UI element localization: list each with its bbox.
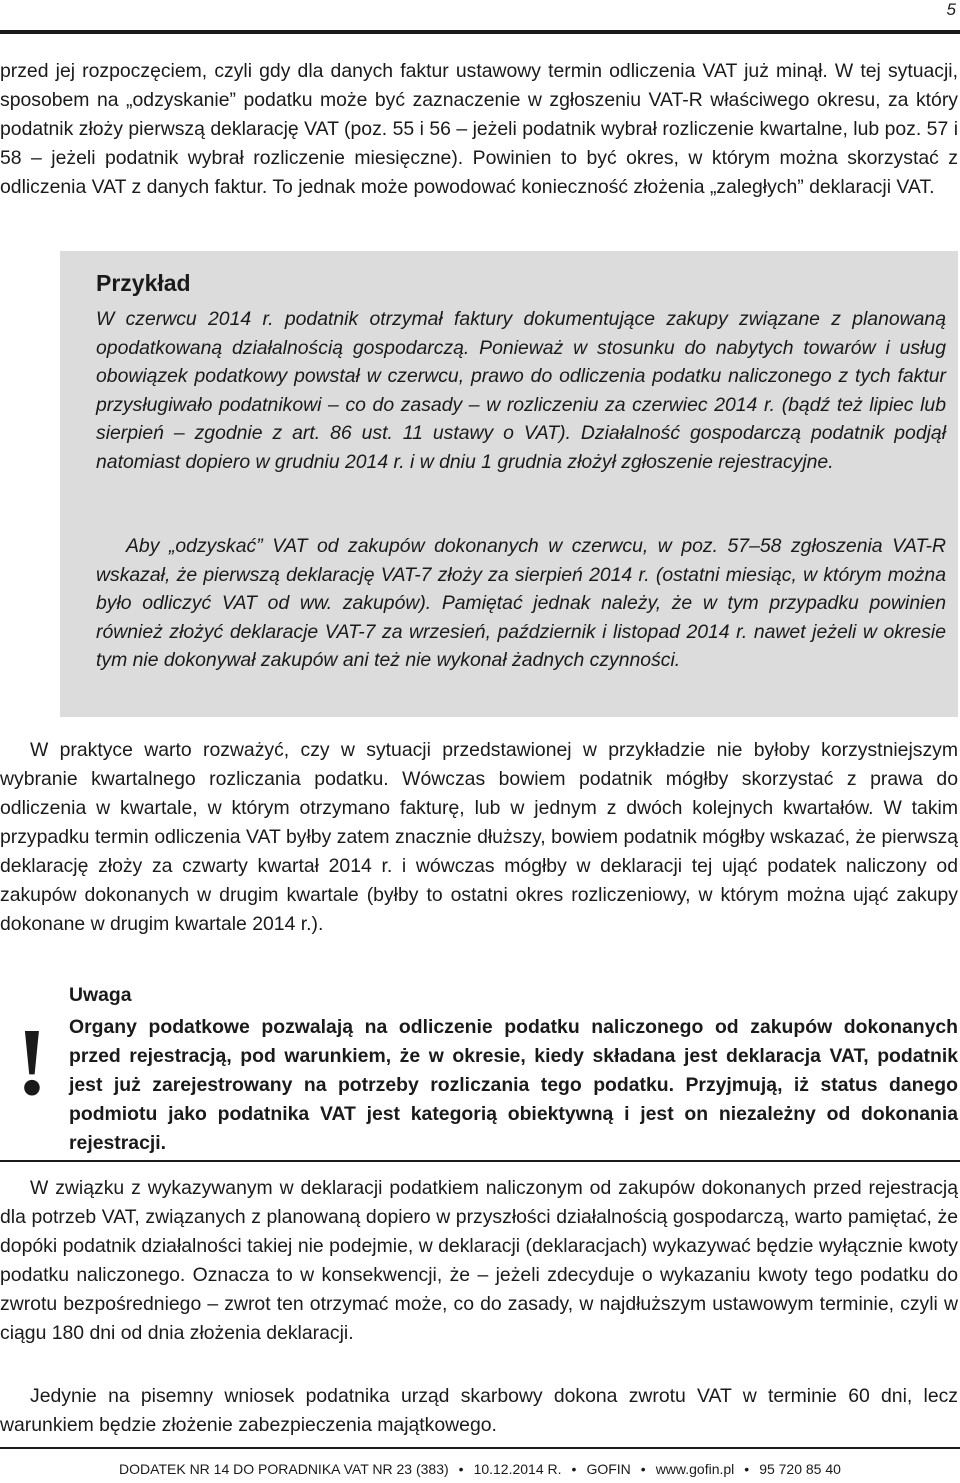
example-title: Przykład bbox=[96, 270, 191, 296]
footer-publication: DODATEK NR 14 DO PORADNIKA VAT NR 23 (383) bbox=[119, 1461, 449, 1477]
footer-website-link[interactable]: www.gofin.pl bbox=[655, 1461, 735, 1477]
body-paragraph-3: W związku z wykazywanym w deklaracji podatkiem naliczonym od zakupów dokonanych przed rejestracją dla potrzeb VAT, związanych z planowaną dopiero w przyszłości działalnością gospodarczą, warto pamiętać, że dopóki podatnik działalności takiej nie podejmie, w deklaracji (deklaracjach) wykazywać będzie wyłącznie kwoty podatku naliczonego. Oznacza to w konsekwencji, że – jeżeli zdecyduje o wykazaniu kwoty tego podatku do zwrotu bezpośredniego – zwrot ten otrzymać może, co do zasady, w najdłuższym ustawowym terminie, czyli w ciągu 180 dni od dnia złożenia deklaracji. bbox=[0, 1177, 958, 1344]
footer-date: 10.12.2014 R. bbox=[473, 1461, 562, 1477]
footer-publisher: GOFIN bbox=[586, 1461, 631, 1477]
top-rule bbox=[0, 30, 960, 34]
bottom-rule bbox=[0, 1447, 960, 1449]
footer-separator-dot: • bbox=[744, 1461, 750, 1477]
body-paragraph-4: Jedynie na pisemny wniosek podatnika urząd skarbowy dokona zwrotu VAT w terminie 60 dni, lecz warunkiem będzie złożenie zabezpieczenia majątkowego. bbox=[0, 1385, 958, 1436]
body-paragraph-2: W praktyce warto rozważyć, czy w sytuacji przedstawionej w przykładzie nie byłoby korzystniejszym wybranie kwartalnego rozliczania podatku. Wówczas bowiem podatnik mógłby skorzystać z prawa do odliczenia w kwartale, w którym otrzymano fakturę, lub w jednym z dwóch kolejnych kwartałów. W takim przypadku termin odliczenia VAT byłby zatem znacznie dłuższy, bowiem podatnik mógłby wskazać, że pierwszą deklarację złoży za czwarty kwartał 2014 r. i wówczas mógłby w deklaracji tej ująć podatek naliczony od zakupów dokonanych w drugim kwartale (byłby to ostatni okres rozliczeniowy, w którym można ująć zakupy dokonane w drugim kwartale 2014 r.). bbox=[0, 739, 958, 935]
warning-rule bbox=[0, 1160, 960, 1162]
example-paragraph-1: W czerwcu 2014 r. podatnik otrzymał faktury dokumentujące zakupy związane z planowaną opodatkowaną działalnością gospodarczą. Ponieważ w stosunku do nabytych towarów i usług obowiązek podatkowy powstał w czerwcu, prawo do odliczenia podatku naliczonego z tych faktur przysługiwało podatnikowi – co do zasady – w rozliczeniu za czerwiec 2014 r. (bądź też lipiec lub sierpień – zgodnie z art. 86 ust. 11 ustawy o VAT). Działalność gospodarczą podatnik podjął natomiast dopiero w grudniu 2014 r. i w dniu 1 grudnia złożył zgłoszenie rejestracyjne. bbox=[96, 308, 946, 473]
footer-phone: 95 720 85 40 bbox=[759, 1461, 841, 1477]
footer-separator-dot: • bbox=[458, 1461, 464, 1477]
warning-exclamation-icon: ! bbox=[16, 1008, 48, 1115]
warning-text: Organy podatkowe pozwalają na odliczenie podatku naliczonego od zakupów dokonanych przed rejestracją, pod warunkiem, że w okresie, kiedy składana jest deklaracja VAT, podatnik jest już zarejestrowany na potrzeby rozliczania tego podatku. Przyjmują, iż status danego podmiotu jako podatnika VAT jest kategorią obiektywną i jest on niezależny od dokonania rejestracji. bbox=[69, 1016, 958, 1154]
footer bbox=[0, 1461, 960, 1477]
warning-title: Uwaga bbox=[69, 984, 132, 1006]
body-paragraph-1: przed jej rozpoczęciem, czyli gdy dla danych faktur ustawowy termin odliczenia VAT już minął. W tej sytuacji, sposobem na „odzyskanie” podatku może być zaznaczenie w zgłoszeniu VAT-R właściwego okresu, za który podatnik złoży pierwszą deklarację VAT (poz. 55 i 56 – jeżeli podatnik wybrał rozliczenie kwartalne, lub poz. 57 i 58 – jeżeli podatnik wybrał rozliczenie miesięczne). Powinien to być okres, w którym można skorzystać z odliczenia VAT z danych faktur. To jednak może powodować konieczność złożenia „zaległych” deklaracji VAT. bbox=[0, 60, 958, 198]
footer-separator-dot: • bbox=[571, 1461, 577, 1477]
example-paragraph-2: Aby „odzyskać” VAT od zakupów dokonanych w czerwcu, w poz. 57–58 zgłoszenia VAT-R wskazał, że pierwszą deklarację VAT-7 złoży za sierpień 2014 r. (ostatni miesiąc, w którym można było odliczyć VAT od ww. zakupów). Pamiętać jednak należy, że w tym przypadku powinien również złożyć deklaracje VAT-7 za wrzesień, październik i listopad 2014 r. nawet jeżeli w okresie tym nie dokonywał zakupów ani też nie wykonał żadnych czynności. bbox=[96, 535, 946, 672]
page-number: 5 bbox=[946, 0, 956, 19]
footer-separator-dot: • bbox=[640, 1461, 646, 1477]
